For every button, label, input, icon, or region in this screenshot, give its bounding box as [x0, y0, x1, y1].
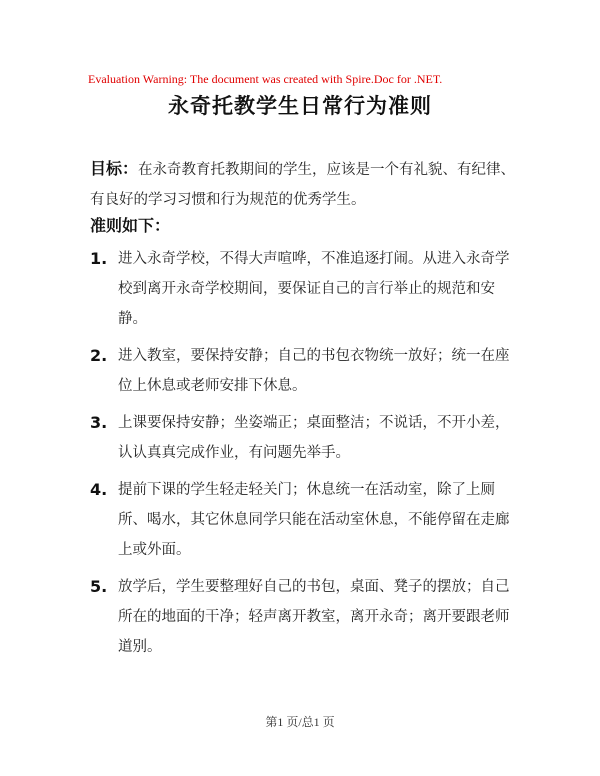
- rule-item-5: [90, 572, 520, 662]
- rule-item-1: [90, 244, 520, 334]
- rule-number: 1.: [90, 249, 108, 268]
- rule-text: 上课要保持安静；坐姿端正；桌面整洁；不说话，不开小差，认认真真完成作业，有问题先举手。: [118, 415, 510, 461]
- rule-text: 进入永奇学校，不得大声喧哗，不准追逐打闹。从进入永奇学校到离开永奇学校期间，要保证自己的言行举止的规范和安静。: [118, 251, 510, 327]
- rule-number: 4.: [90, 480, 108, 499]
- rule-number: 2.: [90, 346, 108, 365]
- goal-text: 在永奇教育托教期间的学生，应该是一个有礼貌、有纪律、有良好的学习习惯和行为规范的优秀学生。: [90, 162, 516, 208]
- rule-item-3: [90, 408, 520, 468]
- page-footer: 第1 页/总1 页: [265, 715, 335, 729]
- goal-label: 目标：: [90, 159, 139, 178]
- rule-item-2: [90, 341, 520, 401]
- rule-number: 3.: [90, 413, 108, 432]
- rule-text: 进入教室，要保持安静；自己的书包衣物统一放好；统一在座位上休息或老师安排下休息。: [118, 348, 510, 394]
- document-title: 永奇托教学生日常行为准则: [168, 93, 432, 118]
- rules-heading: 准则如下：: [90, 216, 171, 235]
- evaluation-warning: Evaluation Warning: The document was created with Spire.Doc for .NET.: [88, 72, 443, 86]
- rule-text: 提前下课的学生轻走轻关门；休息统一在活动室，除了上厕所、喝水，其它休息同学只能在活动室休息，不能停留在走廊上或外面。: [118, 482, 510, 558]
- rule-text: 放学后，学生要整理好自己的书包，桌面、凳子的摆放；自己所在的地面的干净；轻声离开教室，离开永奇；离开要跟老师道别。: [118, 579, 510, 655]
- rule-item-4: [90, 475, 520, 565]
- goal-paragraph: [90, 154, 520, 215]
- rules-list: [90, 244, 520, 669]
- rule-number: 5.: [90, 577, 108, 596]
